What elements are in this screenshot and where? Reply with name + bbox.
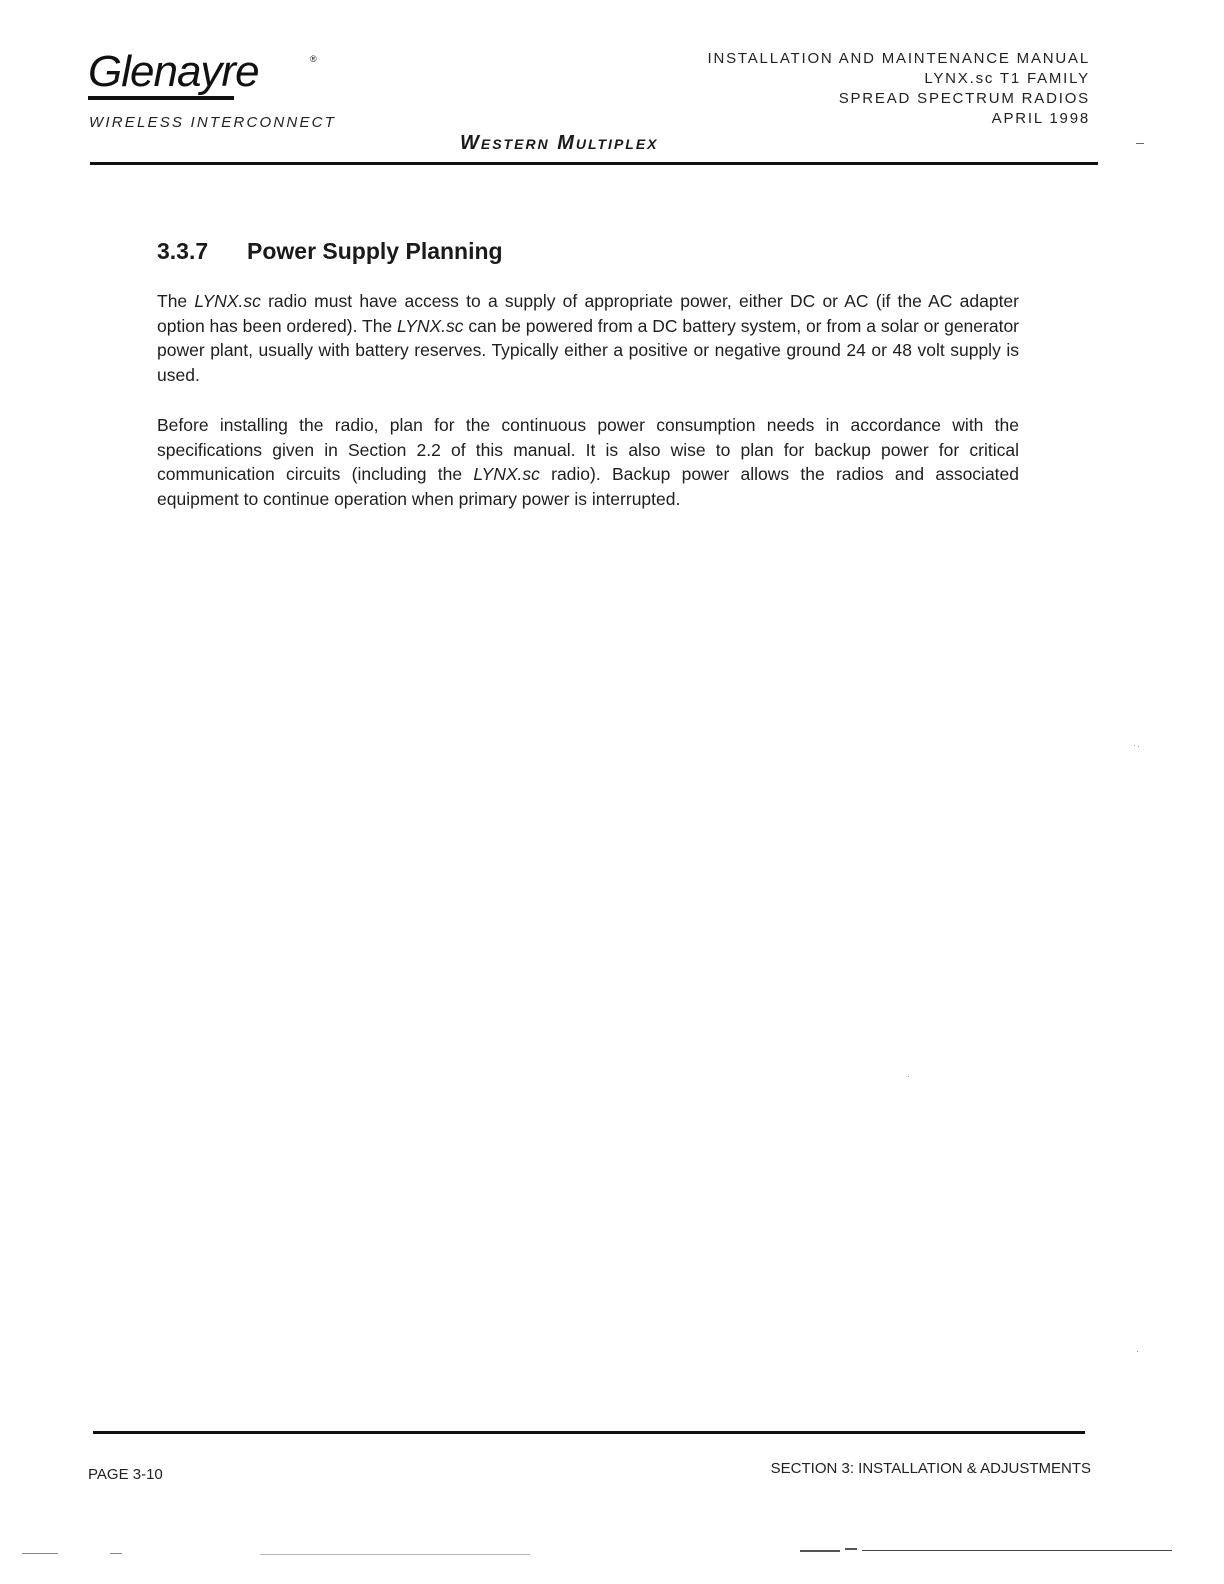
scan-mark	[862, 1550, 1172, 1551]
scan-mark	[1136, 143, 1144, 144]
scan-mark	[1138, 746, 1139, 747]
scan-mark	[260, 1554, 530, 1555]
section-title: Power Supply Planning	[247, 238, 503, 264]
company-name: Western Multiplex	[460, 132, 659, 154]
scan-mark	[800, 1550, 840, 1552]
footer-divider	[93, 1431, 1085, 1434]
section-number: 3.3.7	[157, 238, 209, 264]
page-number: PAGE 3-10	[88, 1466, 163, 1483]
scan-mark	[908, 1076, 909, 1077]
footer-section-label: SECTION 3: INSTALLATION & ADJUSTMENTS	[770, 1460, 1091, 1477]
logo-subtitle: WIRELESS INTERCONNECT	[89, 114, 337, 131]
scan-mark	[110, 1553, 122, 1554]
text-run: can be powered from a DC battery system, or from a solar or generator power plant, usually with battery reserves. Typically either a positive or negative ground 24 or 48 volt supply is used.	[157, 315, 1019, 385]
product-type: SPREAD SPECTRUM RADIOS	[838, 90, 1090, 107]
product-name: LYNX.sc	[397, 315, 464, 336]
product-name: LYNX.sc	[473, 464, 540, 484]
text-run: The	[157, 291, 195, 311]
scan-mark	[1137, 1351, 1138, 1352]
product-family: LYNX.sc T1 FAMILY	[924, 70, 1090, 87]
scan-mark	[845, 1548, 857, 1550]
paragraph-backup-power	[157, 413, 1019, 511]
manual-title: INSTALLATION AND MAINTENANCE MANUAL	[707, 50, 1090, 67]
header-divider	[90, 162, 1098, 165]
text-run: radio must have access to a supply of appropriate power, either DC or AC (if the AC adapter option has been ordered). The	[157, 291, 1019, 336]
manual-date: APRIL 1998	[991, 110, 1090, 127]
text-run: radio). Backup power allows the radios and associated equipment to continue operation when primary power is interrupted.	[157, 464, 1020, 509]
glenayre-logo	[88, 46, 348, 106]
svg-text:®: ®	[310, 54, 317, 64]
svg-text:Glenayre: Glenayre	[88, 47, 259, 96]
manual-info	[708, 49, 1091, 129]
product-name: LYNX.sc	[194, 291, 261, 311]
scan-mark	[1134, 745, 1135, 746]
text-run: Before installing the radio, plan for the continuous power consumption needs in accordance with the specifications given in Section 2.2 of this manual. It is also wise to plan for backup power for critical communication circuits (including the	[157, 415, 1019, 484]
scan-mark	[22, 1553, 58, 1554]
section-heading	[157, 238, 503, 265]
paragraph-power-access	[157, 289, 1019, 387]
